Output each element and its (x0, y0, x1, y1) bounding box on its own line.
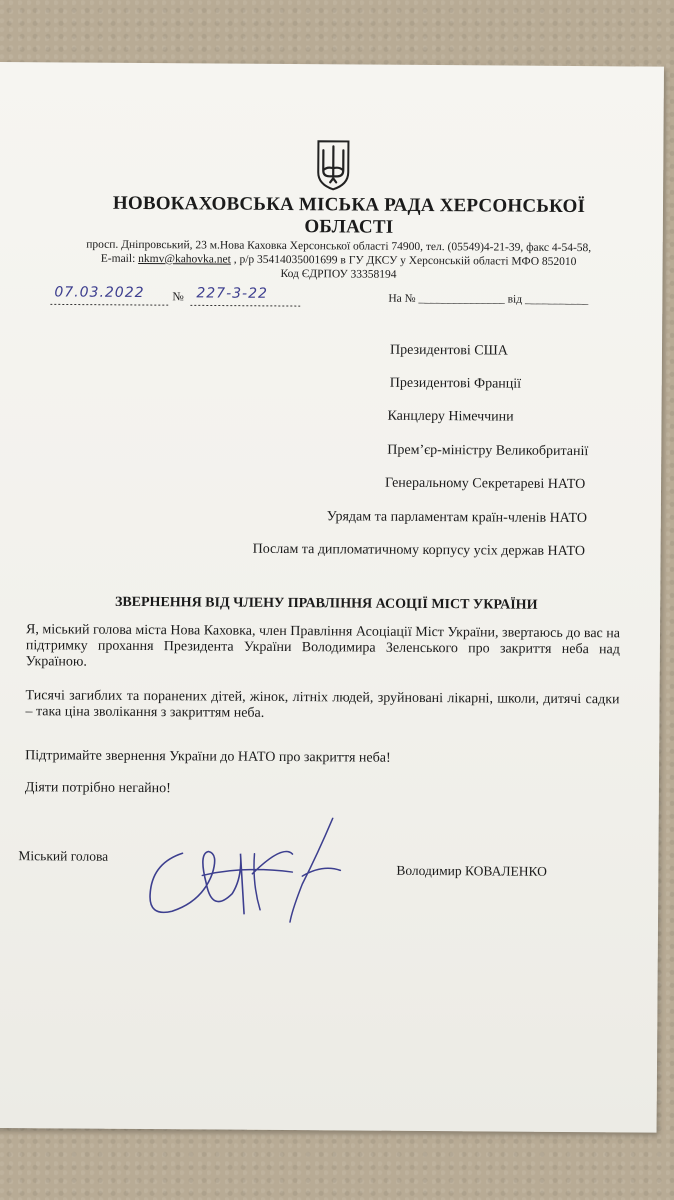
body-paragraph-2: Тисячі загиблих та поранених дітей, жінок, літніх людей, зруйновані лікарні, школи, дитячі садки – така ціна зволікання з закриттям неба. (25, 688, 620, 721)
contacts-address: просп. Дніпровський, 23 м.Нова Каховка Херсонської області 74900, тел. (05549)4-21-39, факс 4-54-58, (86, 238, 592, 255)
addressee-1: Президентові США (389, 342, 508, 359)
addressee-3: Канцлеру Німеччини (387, 408, 514, 425)
letter-heading: ЗВЕРНЕННЯ ВІД ЧЛЕНУ ПРАВЛІННЯ АСОЦІЇ МІСТ УКРАЇНИ (114, 594, 538, 613)
addressee-5: Генеральному Секретареві НАТО (385, 475, 586, 493)
date-underline (50, 302, 168, 307)
addressee-6: Урядам та парламентам країн-членів НАТО (326, 509, 588, 527)
body-paragraph-4: Діяти потрібно негайно! (24, 780, 171, 797)
contacts-email-bank: E-mail: nkmv@kahovka.net , р/р 35414035001699 в ГУ ДКСУ у Херсонській області МФО 852010 (100, 252, 577, 269)
number-underline (190, 303, 300, 308)
number-sign: № (172, 289, 184, 304)
body-paragraph-3: Підтримайте звернення України до НАТО про закриття неба! (25, 748, 391, 766)
email-link[interactable]: nkmv@kahovka.net (138, 252, 231, 266)
handwritten-date: 07.03.2022 (54, 284, 145, 302)
contacts-edrpou: Код ЄДРПОУ 33358194 (280, 267, 397, 281)
handwritten-signature (142, 813, 363, 925)
addressee-7: Послам та дипломатичному корпусу усіх держав НАТО (252, 541, 586, 560)
signatory-title: Міський голова (18, 848, 109, 864)
body-paragraph-1: Я, міський голова міста Нова Каховка, член Правління Асоціації Міст України, звертаюсь до вас на підтримку прохання Президента України Володимира Зеленського про закриття неба над Україною. (25, 622, 621, 670)
contact-details (38, 237, 638, 283)
coat-of-arms-trident-icon (315, 138, 351, 192)
addressee-4: Прем’єр-міністру Великобританії (387, 442, 589, 460)
handwritten-number: 227-3-22 (196, 285, 268, 302)
org-title-line-2: ОБЛАСТІ (304, 216, 394, 238)
signatory-name: Володимир КОВАЛЕНКО (396, 862, 547, 879)
organization-title (59, 192, 639, 240)
letter-sheet (0, 62, 664, 1133)
addressee-2: Президентові Франції (389, 375, 522, 392)
org-title-line-1: НОВОКАХОВСЬКА МІСЬКА РАДА ХЕРСОНСЬКОЇ (112, 192, 586, 218)
ref-in-label: На № _______________ від ___________ (388, 292, 589, 307)
reference-row (50, 284, 630, 312)
